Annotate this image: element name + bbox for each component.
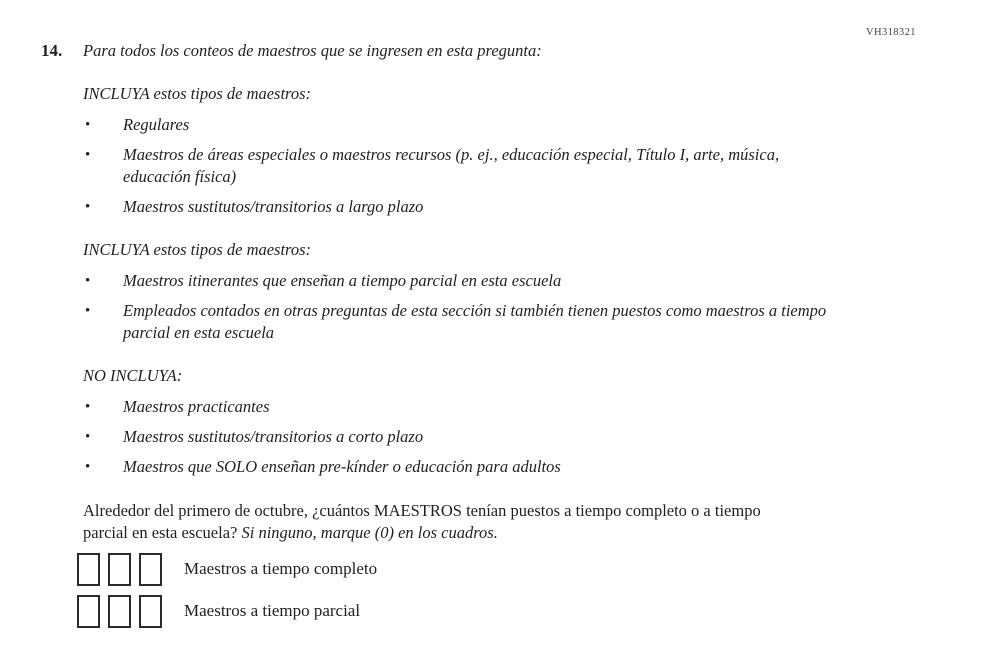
bullet-item [83,114,833,136]
question-text [83,500,795,544]
question-content [83,40,853,628]
answer-box[interactable] [108,553,131,586]
section-heading: NO INCLUYA: [83,366,183,385]
answer-box[interactable] [139,595,162,628]
bullet-text: Maestros itinerantes que enseñan a tiempo parcial en esta escuela [123,271,562,290]
bullet-icon: • [85,459,91,475]
bullet-icon: • [85,199,91,215]
section-heading: INCLUYA estos tipos de maestros: [83,240,312,259]
bullet-item [83,270,833,292]
bullet-text: Maestros sustitutos/transitorios a largo plazo [123,197,424,216]
bullet-icon: • [85,429,91,445]
bullet-list [83,114,853,218]
bullet-icon: • [85,117,91,133]
bullet-item [83,196,833,218]
question-intro: Para todos los conteos de maestros que se ingresen en esta pregunta: [83,41,542,60]
bullet-icon: • [85,399,91,415]
answer-box[interactable] [77,553,100,586]
answer-box[interactable] [77,595,100,628]
answer-boxes [77,595,170,628]
answer-boxes [77,553,170,586]
bullet-icon: • [85,273,91,289]
bullet-item [83,426,833,448]
answer-label: Maestros a tiempo parcial [184,601,361,620]
answer-row [77,594,853,628]
instruction-section [83,83,853,218]
bullet-item [83,396,833,418]
bullet-icon: • [85,147,91,163]
instruction-section [83,365,853,478]
bullet-item [83,144,833,188]
bullet-text: Regulares [123,115,190,134]
instruction-section [83,239,853,344]
bullet-text: Maestros practicantes [123,397,270,416]
bullet-list [83,396,853,478]
bullet-text: Empleados contados en otras preguntas de esta sección si también tienen puestos como maestros a tiempo parcial en esta escuela [123,301,827,342]
answer-label: Maestros a tiempo completo [184,559,378,578]
bullet-text: Maestros que SOLO enseñan pre-kínder o educación para adultos [123,457,561,476]
question-main: Alrededor del primero de octubre, ¿cuántos MAESTROS tenían puestos a tiempo completo o a tiempo parcial en esta escuela? [83,501,761,542]
question-note: Si ninguno, marque (0) en los cuadros. [241,523,498,542]
answer-box[interactable] [108,595,131,628]
answer-area [77,552,853,628]
bullet-icon: • [85,303,91,319]
bullet-text: Maestros sustitutos/transitorios a corto plazo [123,427,424,446]
form-code: VH318321 [866,27,916,38]
bullet-list [83,270,853,344]
answer-box[interactable] [139,553,162,586]
bullet-text: Maestros de áreas especiales o maestros recursos (p. ej., educación especial, Título I, arte, música, educación física) [123,145,780,186]
bullet-item [83,456,833,478]
section-heading: INCLUYA estos tipos de maestros: [83,84,312,103]
question-number: 14. [41,41,63,60]
answer-row [77,552,853,586]
instruction-sections [83,83,853,478]
bullet-item [83,300,833,344]
